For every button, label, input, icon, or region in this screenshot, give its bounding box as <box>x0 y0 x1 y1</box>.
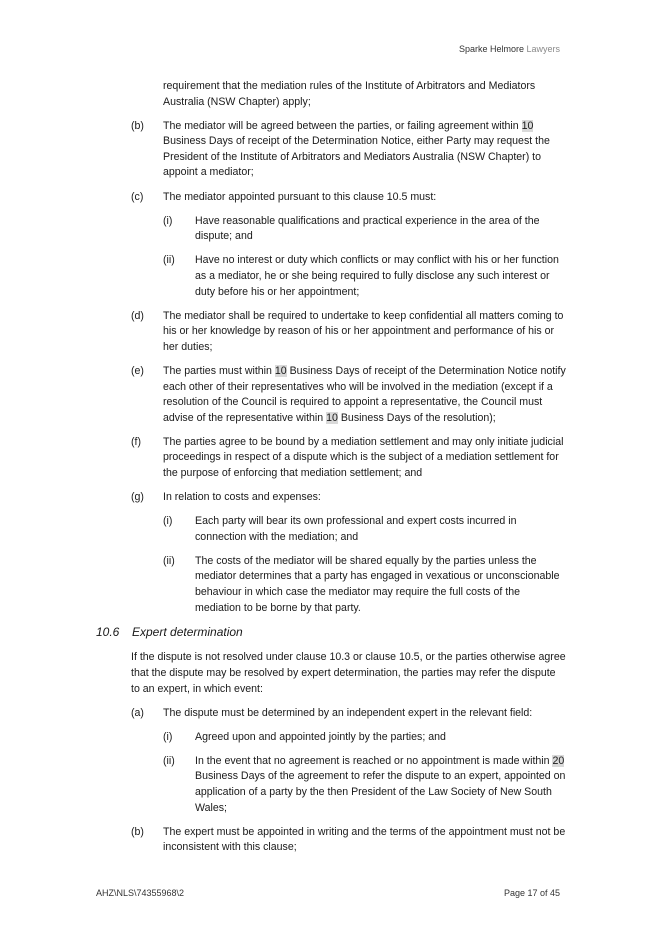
clause-subitem-c-ii <box>96 253 566 300</box>
clause-item-f <box>96 435 566 482</box>
subitem-label: (ii) <box>163 754 175 767</box>
clause-item-b <box>96 119 566 181</box>
text-segment: In the event that no agreement is reached or no appointment is made within <box>195 754 553 767</box>
clause-subitem-g-ii <box>96 554 566 616</box>
item-label: (d) <box>131 309 144 322</box>
expert-item-a <box>96 706 566 722</box>
document-reference: AHZ\NLS\74355968\2 <box>96 888 185 898</box>
subitem-label: (i) <box>163 730 173 743</box>
item-label: (g) <box>131 491 144 504</box>
document-body <box>96 79 566 864</box>
text-segment: Business Days of the agreement to refer the dispute to an expert, appointed on application of a party by the then President of the Law Society of New South Wales; <box>195 770 566 814</box>
subitem-label: (i) <box>163 515 173 528</box>
section-intro: If the dispute is not resolved under clause 10.3 or clause 10.5, or the parties otherwise agree that the dispute may be resolved by expert determination, the parties may refer the dispute to an expert, in which event: <box>131 651 566 695</box>
subitem-label: (i) <box>163 214 173 227</box>
item-text: The mediator appointed pursuant to this clause 10.5 must: <box>163 190 437 203</box>
item-text: The mediator shall be required to undertake to keep confidential all matters coming to his or her knowledge by reason of his or her appointment and performance of his or her duties; <box>163 309 564 353</box>
clause-item-d <box>96 309 566 356</box>
item-text: The parties agree to be bound by a mediation settlement and may only initiate judicial proceedings in respect of a dispute which is the subject of a mediation settlement for the purpose of enforcing that mediation settlement; and <box>163 435 564 479</box>
item-text <box>163 364 566 426</box>
item-label: (f) <box>131 435 141 448</box>
expert-subitem-a-i <box>96 730 566 746</box>
item-text <box>163 119 566 181</box>
item-label: (b) <box>131 825 144 838</box>
clause-subitem-g-i <box>96 514 566 545</box>
section-heading-10-6 <box>96 625 566 641</box>
subitem-text <box>195 754 566 816</box>
page-number: Page 17 of 45 <box>503 888 560 898</box>
clause-item-e <box>96 364 566 426</box>
subitem-text: Each party will bear its own professional and expert costs incurred in connection with the mediation; and <box>195 515 517 543</box>
highlight-days: 20 <box>552 754 565 767</box>
subitem-text: Have no interest or duty which conflicts or may conflict with his or her function as a mediator, he or she being required to fully disclose any such interest or duty before his or her appointment; <box>195 254 559 298</box>
highlight-days: 10 <box>326 411 338 424</box>
item-text: The expert must be appointed in writing and the terms of the appointment must not be inconsistent with this clause; <box>163 825 566 854</box>
section-number: 10.6 <box>96 624 120 639</box>
clause-subitem-c-i <box>96 214 566 245</box>
item-text: In relation to costs and expenses: <box>163 491 321 504</box>
continuation-paragraph: requirement that the mediation rules of the Institute of Arbitrators and Mediators Australia (NSW Chapter) apply; <box>163 80 536 108</box>
item-label: (c) <box>131 190 144 203</box>
section-title: Expert determination <box>132 624 243 639</box>
item-label: (a) <box>131 706 144 719</box>
text-segment: Business Days of the resolution); <box>337 411 496 424</box>
highlight-days: 10 <box>274 364 287 377</box>
clause-item-c <box>96 190 566 206</box>
subitem-label: (ii) <box>163 554 175 567</box>
subitem-text: The costs of the mediator will be shared equally by the parties unless the mediator determines that a party has engaged in vexatious or unconscionable behaviour in which case the mediator may require the full costs of the mediation to be borne by that party. <box>195 554 560 614</box>
subitem-text: Have reasonable qualifications and practical experience in the area of the dispute; and <box>195 214 540 243</box>
item-text: The dispute must be determined by an independent expert in the relevant field: <box>163 706 533 719</box>
text-segment: The parties must within <box>163 364 275 377</box>
subitem-text: Agreed upon and appointed jointly by the parties; and <box>195 730 446 743</box>
clause-item-g <box>96 490 566 506</box>
text-segment: Business Days of receipt of the Determination Notice notify each other of their representatives who will be involved in the mediation (except if a resolution of the Council is required to appoint a representative, the Council must advise of the representative within <box>163 364 566 424</box>
text-segment: The mediator will be agreed between the parties, or failing agreement within <box>163 119 522 132</box>
item-label: (e) <box>131 364 144 377</box>
subitem-label: (ii) <box>163 254 175 267</box>
text-segment: Business Days of receipt of the Determination Notice, either Party may request the President of the Institute of Arbitrators and Mediators Australia (NSW Chapter) to appoint a mediator; <box>163 135 550 179</box>
brand-name: Sparke Helmore <box>458 44 524 54</box>
item-label: (b) <box>131 119 144 132</box>
expert-item-b <box>96 825 566 856</box>
brand-subtitle: Lawyers <box>526 44 560 54</box>
page-header <box>459 42 560 58</box>
expert-subitem-a-ii <box>96 754 566 816</box>
highlight-days: 10 <box>521 119 534 132</box>
